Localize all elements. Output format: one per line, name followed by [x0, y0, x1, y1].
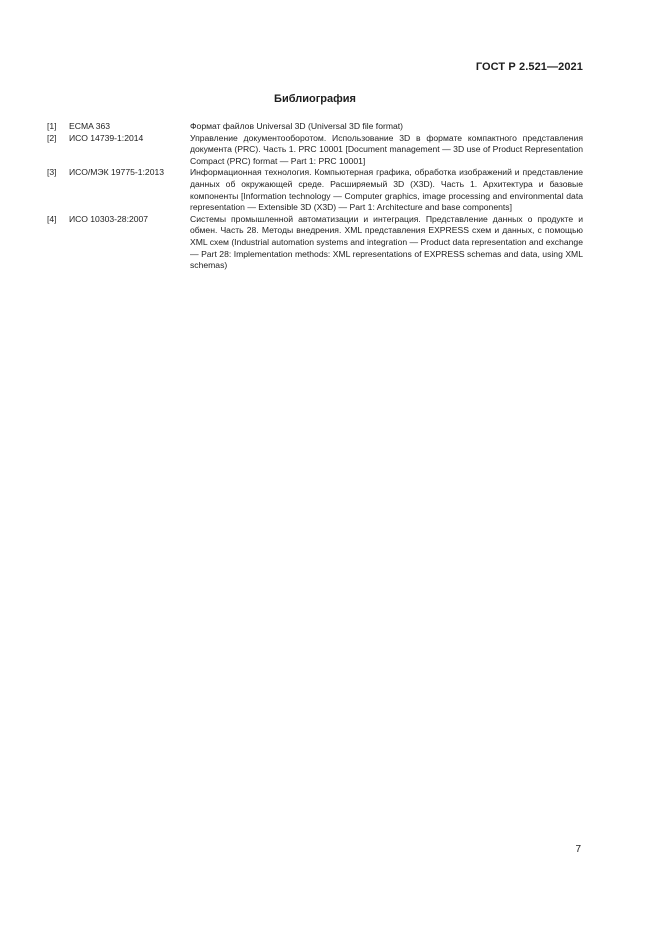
entry-code: ECMA 363	[69, 121, 111, 131]
entry-number: [2]	[47, 132, 57, 143]
page-number: 7	[575, 844, 581, 855]
bibliography-list	[47, 121, 583, 272]
bibliography-entry	[47, 121, 583, 133]
entry-code: ИСО/МЭК 19775-1:2013	[69, 167, 165, 178]
bibliography-entry	[47, 214, 583, 272]
section-title: Библиография	[274, 93, 356, 105]
standard-code: ГОСТ Р 2.521—2021	[475, 61, 583, 73]
entry-description: Системы промышленной автоматизации и интеграция. Представление данных о продукте и обмен. Часть 28. Методы внедрения. XML представления EXPRESS схем и данных, с помощью XML схем (Industrial automation systems and integration — Product data representation and exchange — Part 28: Implementation methods: XML representations of EXPRESS schemas and data, using XML schemas)	[190, 213, 583, 271]
entry-code: ИСО 14739-1:2014	[69, 132, 144, 143]
entry-description: Управление документооборотом. Использование 3D в формате компактного представления документа (PRC). Часть 1. PRC 10001 [Document management — 3D use of Product Representation Compact (PRC) format — Part 1: PRC 10001]	[190, 132, 583, 166]
entry-description: Формат файлов Universal 3D (Universal 3D file format)	[190, 121, 404, 131]
entry-number: [4]	[47, 213, 57, 224]
bibliography-entry	[47, 167, 583, 213]
entry-description: Информационная технология. Компьютерная графика, обработка изображений и представление данных об окружающей среде. Расширяемый 3D (X3D). Часть 1. Архитектура и базовые компоненты [Information technology — Computer graphics, image processing and environmental data representation — Extensible 3D (X3D) — Part 1: Architecture and base components]	[190, 167, 583, 213]
entry-number: [3]	[47, 167, 57, 178]
entry-code: ИСО 10303-28:2007	[69, 213, 149, 224]
bibliography-entry	[47, 133, 583, 168]
entry-number: [1]	[47, 121, 57, 131]
